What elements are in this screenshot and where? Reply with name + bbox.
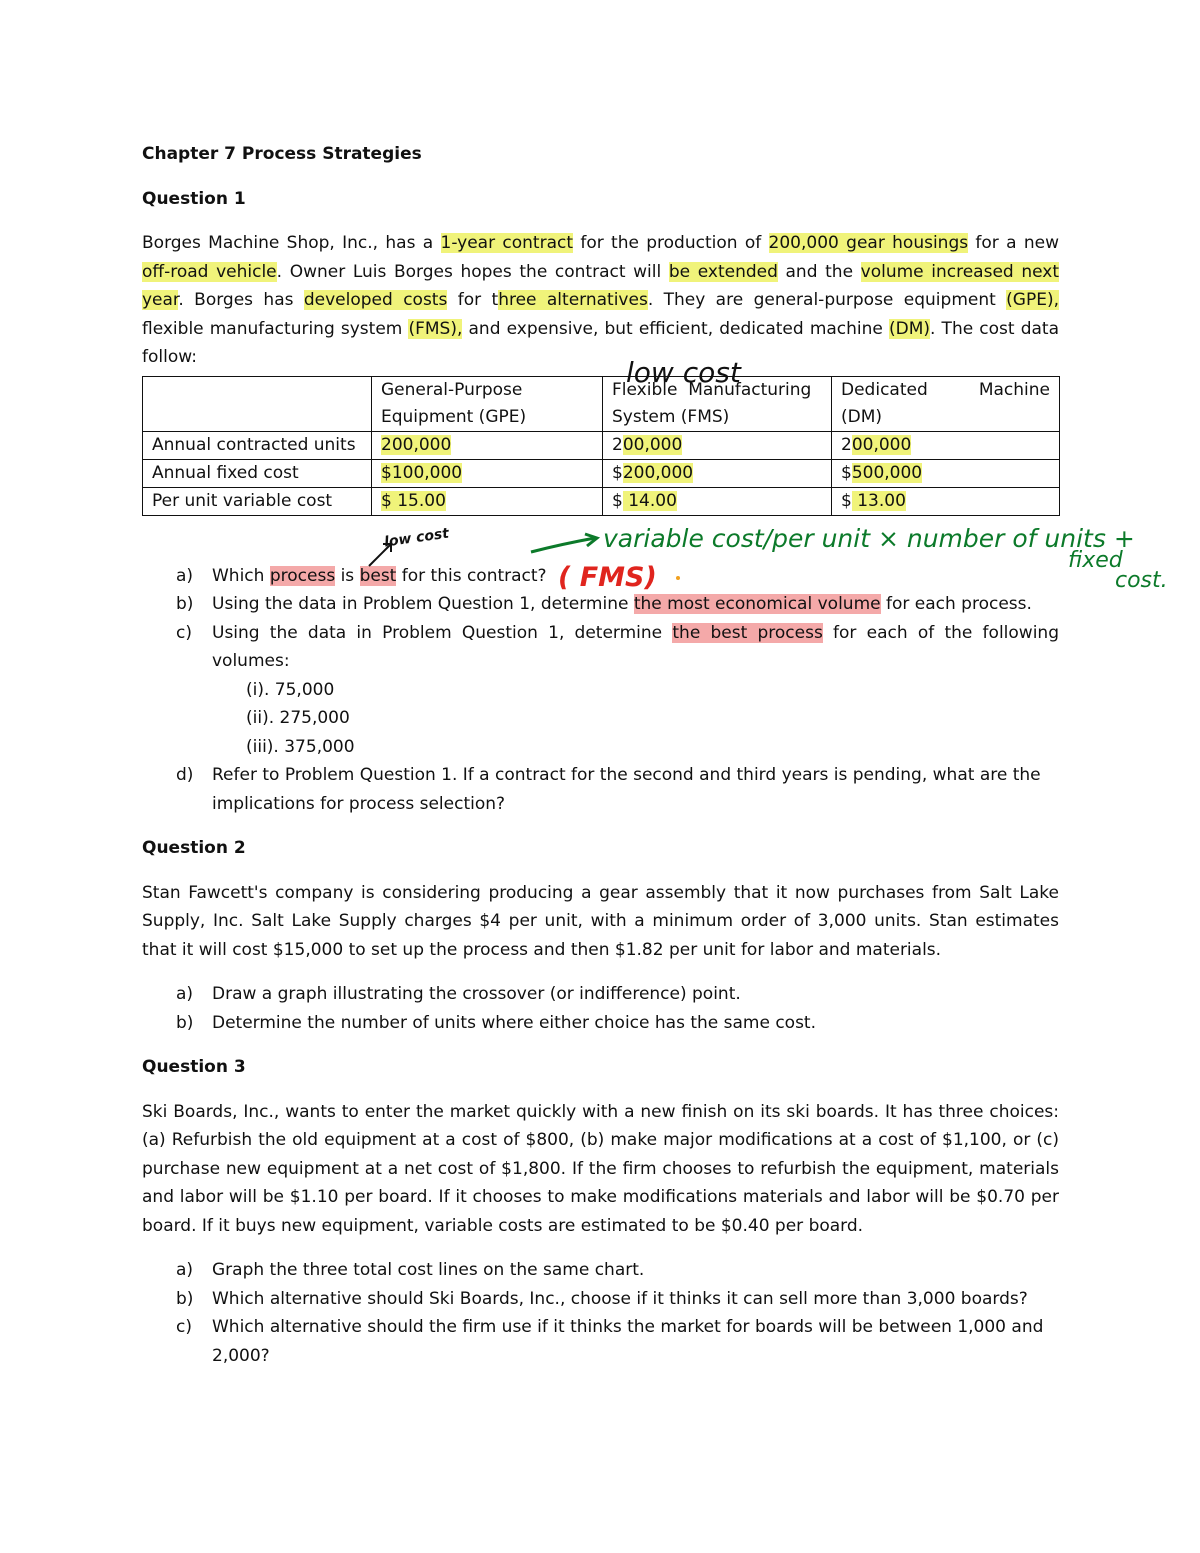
highlight: 00,000	[622, 434, 683, 455]
row-label: Per unit variable cost	[143, 487, 372, 515]
list-item: (iii). 375,000	[246, 736, 355, 757]
row-label: Annual fixed cost	[143, 459, 372, 487]
highlight: 200,000	[622, 462, 694, 483]
handwritten-low-cost-small: low cost	[383, 525, 450, 551]
highlight: 500,000	[851, 462, 923, 483]
highlight: $100,000	[381, 462, 463, 483]
highlight: process	[269, 565, 336, 586]
handwritten-formula-line1: variable cost/per unit × number of units +	[603, 524, 1135, 553]
table-header-dm: Dedicated Machine (DM)	[832, 376, 1060, 431]
highlight: best	[359, 565, 397, 586]
highlight: volume increased next year	[142, 261, 1059, 310]
list-item: a) Which process is best for this contract?	[176, 565, 547, 586]
question-1-intro: Borges Machine Shop, Inc., has a 1-year contract for the production of 200,000 gear housings for a new off-road vehicle. Owner Luis Borges hopes the contract will be extended and the volume increased next year. Borges has developed costs for three alternatives. They are general-purpose equipment (GPE), flexible manufacturing system (FMS), and expensive, but efficient, dedicated machine (DM). The cost data follow:	[142, 233, 1060, 367]
handwritten-formula-line2: fixed	[1068, 548, 1123, 573]
question-3-body: Ski Boards, Inc., wants to enter the market quickly with a new finish on its ski boards. It has three choices: (a) Refurbish the old equipment at a cost of $800, (b) make major modifications at a cost of $1,100, or (c) purchase new equipment at a net cost of $1,800. If the firm chooses to refurbish the equipment, materials and labor will be $1.10 per board. If it chooses to make modifications materials and labor will be $0.70 per board. If it buys new equipment, variable costs are estimated to be $0.40 per board.	[142, 1101, 1059, 1236]
table-row: Annual contracted units 200,000 200,000 200,000	[143, 431, 1060, 459]
list-item: d) Refer to Problem Question 1. If a contract for the second and third years is pending, what are the implications for process selection?	[176, 765, 1041, 814]
list-item: b) Determine the number of units where either choice has the same cost.	[176, 1012, 816, 1033]
table-row: Per unit variable cost $ 15.00 $ 14.00 $ 13.00	[143, 487, 1060, 515]
highlight: 00,000	[851, 434, 912, 455]
highlight: 200,000 gear housings	[768, 233, 969, 253]
list-item: (ii). 275,000	[246, 708, 350, 728]
highlight: (FMS),	[408, 318, 463, 339]
list-item: c) Which alternative should the firm use if it thinks the market for boards will be between 1,000 and 2,000?	[176, 1317, 1044, 1366]
highlight: 1-year contract	[440, 233, 574, 253]
highlight: the best process	[672, 622, 823, 643]
page-title: Chapter 7 Process Strategies	[142, 144, 422, 164]
highlight: $ 15.00	[381, 490, 446, 511]
document-page	[142, 140, 1059, 1370]
handwritten-low-cost: low cost	[626, 356, 741, 389]
highlight: 200,000	[381, 434, 452, 455]
list-item: a) Graph the three total cost lines on the same chart.	[176, 1260, 645, 1280]
cost-data-table	[142, 376, 1060, 516]
row-label: Annual contracted units	[143, 431, 372, 459]
question-2-body: Stan Fawcett's company is considering producing a gear assembly that it now purchases from Salt Lake Supply, Inc. Salt Lake Supply charges $4 per unit, with a minimum order of 3,000 units. Stan estimates that it will cost $15,000 to set up the process and then $1.82 per unit for labor and materials.	[142, 882, 1059, 960]
volume-list	[142, 676, 1059, 762]
highlight: off-road vehicle	[142, 261, 277, 282]
table-header-fms: Flexible Manufacturing System (FMS)	[603, 376, 832, 431]
green-arrow-icon	[527, 530, 607, 560]
highlight: be extended	[668, 261, 778, 282]
highlight: the most economical volume	[633, 594, 881, 614]
table-header-row	[143, 376, 1060, 431]
highlight: developed costs	[303, 290, 448, 310]
table-header-gpe: General-Purpose Equipment (GPE)	[372, 376, 603, 431]
question-3-items	[142, 1256, 1059, 1370]
dot-mark	[676, 576, 680, 580]
question-2-items	[142, 980, 1059, 1037]
highlight: 14.00	[622, 490, 677, 511]
handwritten-formula-line3: cost.	[1115, 568, 1168, 593]
table-row: Annual fixed cost $100,000 $200,000 $500,000	[143, 459, 1060, 487]
question-3-heading: Question 3	[142, 1057, 246, 1077]
question-1-heading: Question 1	[142, 188, 246, 209]
highlight: 13.00	[851, 490, 906, 511]
highlight: hree alternatives	[498, 290, 648, 310]
table-corner-cell	[143, 376, 372, 431]
list-item: b) Which alternative should Ski Boards, Inc., choose if it thinks it can sell more than 3,000 boards?	[176, 1288, 1028, 1309]
list-item: b) Using the data in Problem Question 1, determine the most economical volume for each process.	[176, 594, 1032, 614]
highlight: (DM)	[889, 318, 931, 339]
list-item: c) Using the data in Problem Question 1, determine the best process for each of the following volumes:	[176, 622, 1059, 671]
highlight: (GPE),	[1006, 290, 1060, 310]
arrow-icon	[365, 540, 395, 570]
handwritten-answer-fms: ( FMS)	[558, 562, 657, 593]
list-item: (i). 75,000	[246, 679, 335, 700]
question-2-heading: Question 2	[142, 838, 246, 858]
list-item: a) Draw a graph illustrating the crossover (or indifference) point.	[176, 984, 741, 1004]
